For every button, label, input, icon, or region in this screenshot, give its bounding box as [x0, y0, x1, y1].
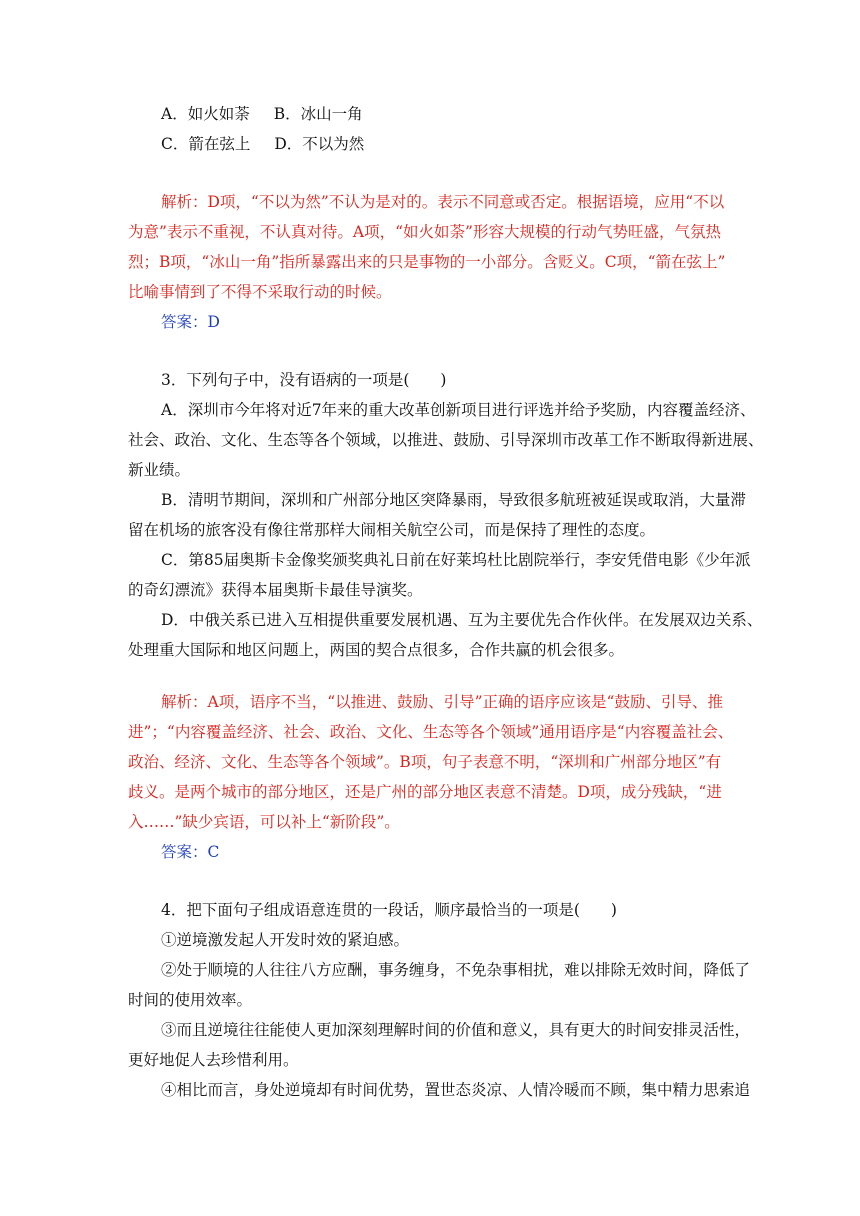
q2-option-a: A．如火如荼: [161, 105, 250, 123]
q4-sentence-3-line: 更好地促人去珍惜利用。: [128, 1051, 299, 1069]
q4-sentence-1: ①逆境激发起人开发时效的紧迫感。: [161, 931, 410, 949]
q2-analysis-line: 为意”表示不重视，不认真对待。A项，“如火如荼”形容大规模的行动气势旺盛，气氛热: [128, 223, 721, 241]
q2-analysis-line: 比喻事情到了不得不采取行动的时候。: [128, 283, 392, 301]
q3-analysis-line: 入……”缺少宾语，可以补上“新阶段”。: [128, 813, 400, 831]
q2-option-c: C．箭在弦上: [161, 135, 251, 153]
q3-analysis-line: 歧义。是两个城市的部分地区，还是广州的部分地区表意不清楚。D项，成分残缺，“进: [128, 783, 722, 801]
q3-analysis-line: 政治、经济、文化、生态等各个领域”。B项，句子表意不明，“深圳和广州部分地区”有: [128, 753, 722, 771]
q3-option-b-line: 留在机场的旅客没有像往常那样大闹相关航空公司，而是保持了理性的态度。: [128, 521, 656, 539]
q2-analysis-line: 烈；B项，“冰山一角”指所暴露出来的只是事物的一小部分。含贬义。C项，“箭在弦上”: [128, 253, 726, 271]
q3-option-d-line: 处理重大国际和地区问题上，两国的契合点很多，合作共赢的机会很多。: [128, 641, 625, 659]
q2-analysis-line: 解析：D项，“不以为然”不认为是对的。表示不同意或否定。根据语境，应用“不以: [161, 193, 725, 211]
q4-sentence-2-line: ②处于顺境的人往往八方应酬，事务缠身，不免杂事相扰，难以排除无效时间，降低了: [161, 961, 751, 979]
q4-sentence-2-line: 时间的使用效率。: [128, 991, 253, 1009]
q2-option-b: B．冰山一角: [273, 105, 363, 123]
q2-option-d: D．不以为然: [274, 135, 365, 153]
q3-option-c-line: C．第85届奥斯卡金像奖颁奖典礼日前在好莱坞杜比剧院举行，李安凭借电影《少年派: [161, 551, 751, 569]
q3-analysis-line: 进”；“内容覆盖经济、社会、政治、文化、生态等各个领域”通用语序是“内容覆盖社会、: [128, 723, 734, 741]
q3-option-c-line: 的奇幻漂流》获得本届奥斯卡最佳导演奖。: [128, 581, 423, 599]
q3-option-a-line: 社会、政治、文化、生态等各个领域，以推进、鼓励、引导深圳市改革工作不断取得新进展、: [128, 431, 764, 449]
q2-answer: 答案：D: [161, 313, 220, 331]
q3-answer: 答案：C: [161, 843, 220, 861]
q3-option-a-line: 新业绩。: [128, 461, 191, 479]
q3-option-d-line: D．中俄关系已进入互相提供重要发展机遇、互为主要优先合作伙伴。在发展双边关系、: [161, 611, 763, 629]
q4-stem: 4．把下面句子组成语意连贯的一段话，顺序最恰当的一项是( ): [161, 901, 617, 919]
q3-option-a-line: A．深圳市今年将对近7年来的重大改革创新项目进行评选并给予奖励，内容覆盖经济、: [161, 401, 756, 419]
q2-options-row-1: [161, 104, 363, 124]
q4-sentence-3-line: ③而且逆境往往能使人更加深刻理解时间的价值和意义，具有更大的时间安排灵活性，: [161, 1021, 751, 1039]
q3-stem: 3．下列句子中，没有语病的一项是( ): [161, 371, 447, 389]
q3-option-b-line: B．清明节期间，深圳和广州部分地区突降暴雨，导致很多航班被延误或取消，大量滞: [161, 491, 746, 509]
q2-options-row-2: [161, 134, 364, 154]
q4-sentence-4-line: ④相比而言，身处逆境却有时间优势，置世态炎凉、人情冷暖而不顾，集中精力思索追: [161, 1081, 751, 1099]
q3-analysis-line: 解析：A项，语序不当，“以推进、鼓励、引导”正确的语序应该是“鼓励、引导、推: [161, 693, 723, 711]
